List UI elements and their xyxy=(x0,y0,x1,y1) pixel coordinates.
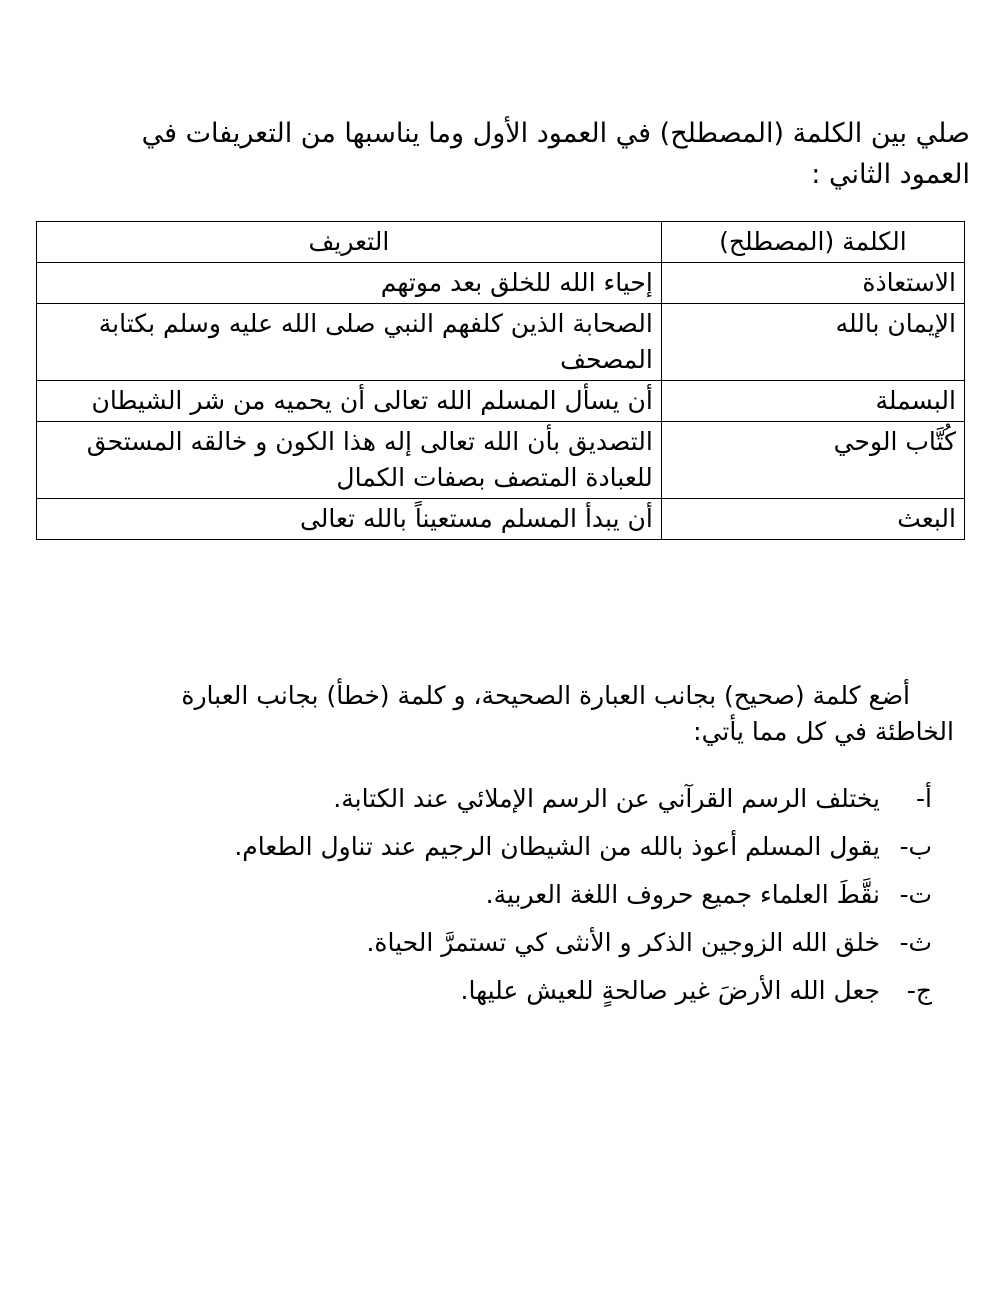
definition-cell: الصحابة الذين كلفهم النبي صلى الله عليه وسلم بكتابة المصحف xyxy=(37,304,662,381)
list-item xyxy=(234,823,932,871)
term-cell: الإيمان بالله xyxy=(661,304,964,381)
statement-text: يختلف الرسم القرآني عن الرسم الإملائي عند الكتابة. xyxy=(333,784,880,813)
definition-column-header: التعريف xyxy=(37,222,662,263)
item-marker: ث- xyxy=(899,928,932,957)
list-item xyxy=(234,919,932,967)
statement-text: جعل الله الأرضَ غير صالحةٍ للعيش عليها. xyxy=(460,976,880,1005)
definition-cell: أن يسأل المسلم الله تعالى أن يحميه من شر الشيطان xyxy=(37,381,662,422)
definition-cell: إحياء الله للخلق بعد موتهم xyxy=(37,263,662,304)
statement-text: يقول المسلم أعوذ بالله من الشيطان الرجيم عند تناول الطعام. xyxy=(234,832,880,861)
table-row xyxy=(37,304,965,381)
instruction-line-2: الخاطئة في كل مما يأتي: xyxy=(693,717,954,746)
instruction-line-1: أضع كلمة (صحيح) بجانب العبارة الصحيحة، و كلمة (خطأ) بجانب العبارة xyxy=(181,681,910,710)
table-row xyxy=(37,263,965,304)
matching-instruction: صلي بين الكلمة (المصطلح) في العمود الأول وما يناسبها من التعريفات في العمود الثاني : xyxy=(141,118,970,190)
table-row xyxy=(37,422,965,499)
list-item xyxy=(234,775,932,823)
term-cell: كُتَّاب الوحي xyxy=(661,422,964,499)
table-row xyxy=(37,381,965,422)
term-cell: البسملة xyxy=(661,381,964,422)
term-cell: البعث xyxy=(661,499,964,540)
item-marker: ت- xyxy=(899,880,932,909)
definition-cell: التصديق بأن الله تعالى إله هذا الكون و خالقه المستحق للعبادة المتصف بصفات الكمال xyxy=(37,422,662,499)
list-item xyxy=(234,871,932,919)
item-marker: ب- xyxy=(899,832,932,861)
item-marker: ج- xyxy=(906,976,932,1005)
statement-text: خلق الله الزوجين الذكر و الأنثى كي تستمرَّ الحياة. xyxy=(366,928,880,957)
table-row xyxy=(37,499,965,540)
table-header-row xyxy=(37,222,965,263)
matching-table xyxy=(36,221,965,540)
list-item xyxy=(234,967,932,1015)
term-column-header: الكلمة (المصطلح) xyxy=(661,222,964,263)
definition-cell: أن يبدأ المسلم مستعيناً بالله تعالى xyxy=(37,499,662,540)
statement-list xyxy=(234,775,932,1015)
item-marker: أ- xyxy=(916,784,932,813)
term-cell: الاستعاذة xyxy=(661,263,964,304)
statement-text: نقَّطَ العلماء جميع حروف اللغة العربية. xyxy=(485,880,880,909)
true-false-instruction xyxy=(160,678,954,750)
